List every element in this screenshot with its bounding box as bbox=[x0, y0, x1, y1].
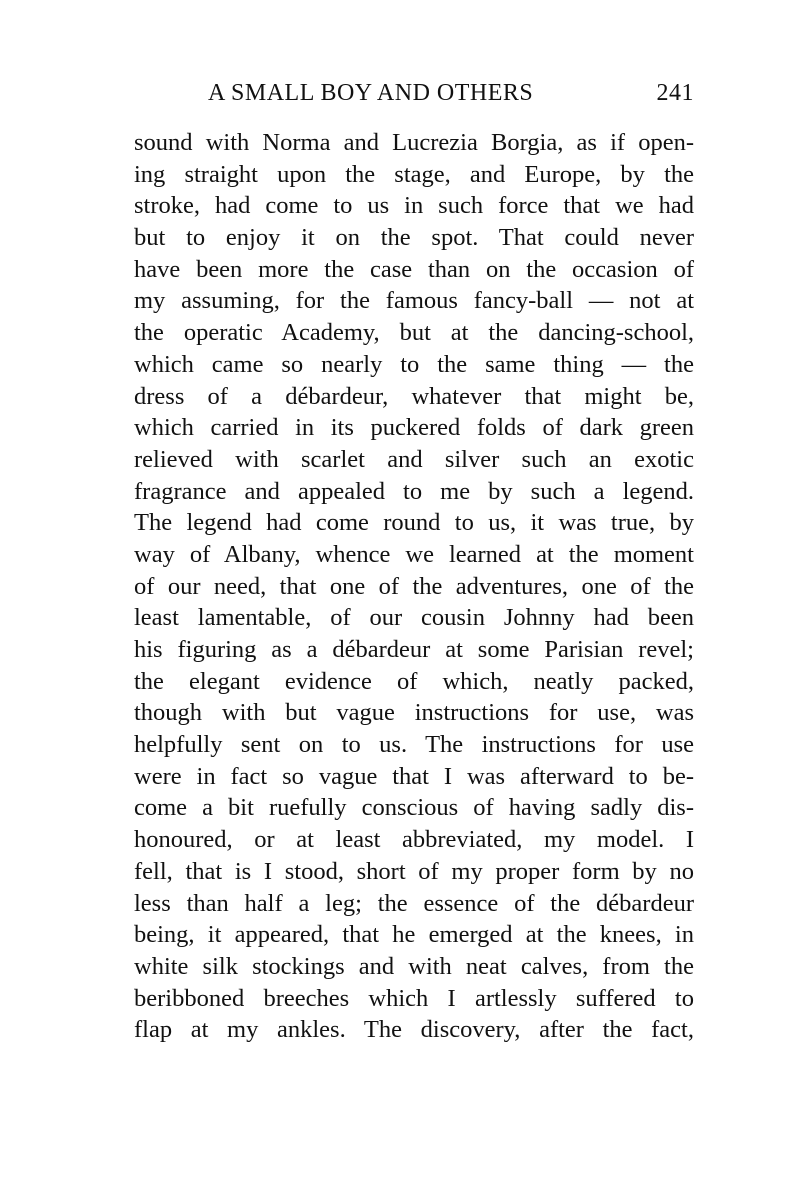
running-title: A SMALL BOY AND OTHERS bbox=[208, 80, 534, 106]
text-line: dress of a débardeur, whatever that might be, bbox=[134, 382, 694, 410]
text-line: though with but vague instructions for use, was bbox=[134, 699, 694, 727]
page-number: 241 bbox=[656, 80, 694, 106]
text-line: come a bit ruefully conscious of having sadly dis- bbox=[134, 794, 694, 822]
text-line: less than half a leg; the essence of the débardeur bbox=[134, 889, 694, 917]
text-line: least lamentable, of our cousin Johnny had been bbox=[134, 604, 694, 632]
text-line: the operatic Academy, but at the dancing-school, bbox=[134, 319, 694, 347]
text-line: relieved with scarlet and silver such an exotic bbox=[134, 445, 694, 473]
text-line: beribboned breeches which I artlessly suffered to bbox=[134, 984, 694, 1012]
text-line: my assuming, for the famous fancy-ball — not at bbox=[134, 287, 694, 315]
text-line: flap at my ankles. The discovery, after the fact, bbox=[134, 1016, 694, 1044]
text-line: the elegant evidence of which, neatly packed, bbox=[134, 667, 694, 695]
text-line: of our need, that one of the adventures, one of the bbox=[134, 572, 694, 600]
running-head bbox=[134, 80, 694, 116]
text-line: fell, that is I stood, short of my proper form by no bbox=[134, 857, 694, 885]
text-line: stroke, had come to us in such force that we had bbox=[134, 192, 694, 220]
text-line: which carried in its puckered folds of dark green bbox=[134, 414, 694, 442]
text-line: way of Albany, whence we learned at the moment bbox=[134, 540, 694, 568]
text-line: The legend had come round to us, it was true, by bbox=[134, 509, 694, 537]
text-line: being, it appeared, that he emerged at the knees, in bbox=[134, 921, 694, 949]
text-line: have been more the case than on the occasion of bbox=[134, 255, 694, 283]
text-line: but to enjoy it on the spot. That could never bbox=[134, 224, 694, 252]
text-line: fragrance and appealed to me by such a legend. bbox=[134, 477, 694, 505]
text-line: were in fact so vague that I was afterward to be- bbox=[134, 762, 694, 790]
text-line: white silk stockings and with neat calves, from the bbox=[134, 952, 694, 980]
text-line: sound with Norma and Lucrezia Borgia, as if open- bbox=[134, 129, 694, 156]
text-line: ing straight upon the stage, and Europe, by the bbox=[134, 160, 694, 188]
text-line: honoured, or at least abbreviated, my model. I bbox=[134, 826, 694, 854]
text-line: his figuring as a débardeur at some Parisian revel; bbox=[134, 636, 694, 663]
text-line: which came so nearly to the same thing — the bbox=[134, 350, 694, 378]
body-text bbox=[134, 127, 694, 1046]
text-line: helpfully sent on to us. The instructions for use bbox=[134, 731, 694, 759]
